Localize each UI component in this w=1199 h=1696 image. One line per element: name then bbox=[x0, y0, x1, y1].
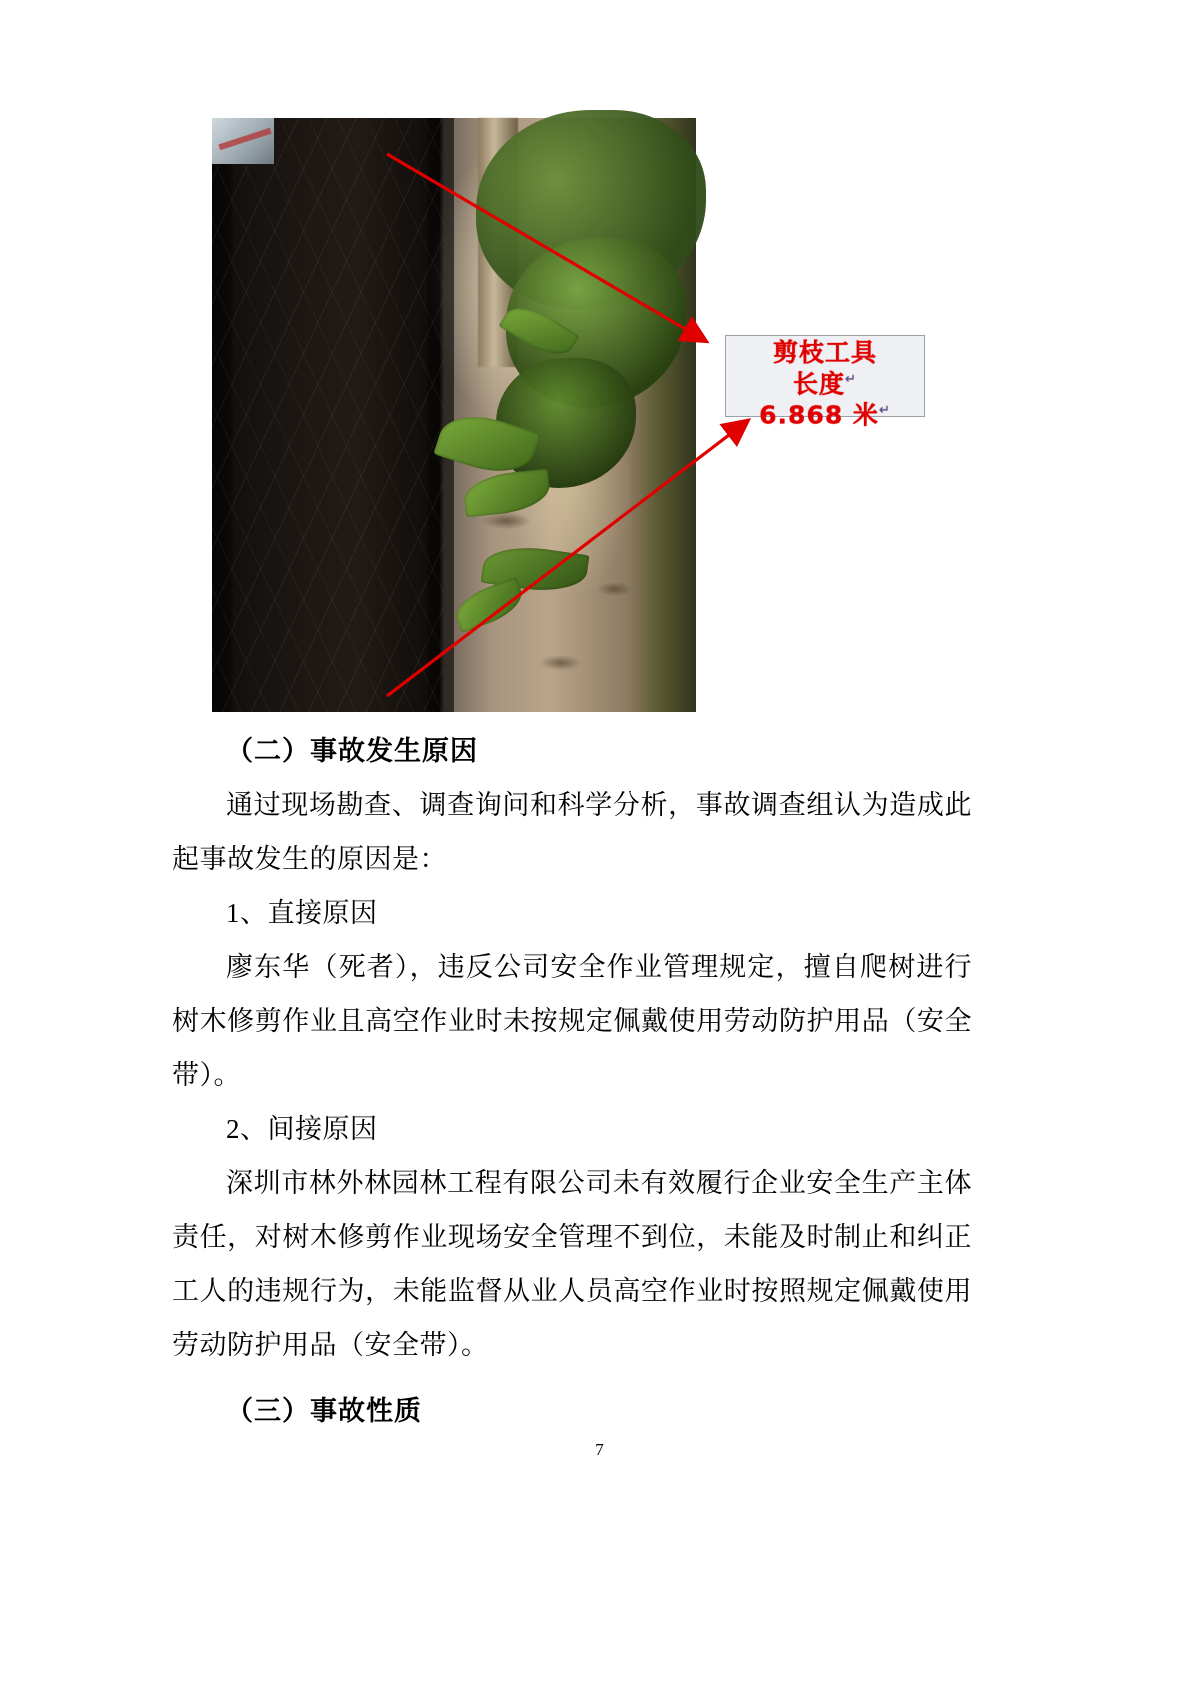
callout-line-2: 长度↵ bbox=[793, 369, 857, 399]
ground-debris bbox=[425, 439, 696, 712]
paragraph: 1、直接原因 bbox=[226, 898, 378, 928]
paragraph-mark: ↵ bbox=[878, 403, 891, 419]
page-number: 7 bbox=[595, 1440, 604, 1459]
section-heading-3: （三）事故性质 bbox=[226, 1396, 422, 1426]
paragraph: 廖东华（死者），违反公司安全作业管理规定，擅自爬树进行树木修剪作业且高空作业时未按规定佩戴使用劳动防护用品（安全带）。 bbox=[172, 952, 972, 1090]
callout-line-3: 6.868 米↵ bbox=[759, 400, 891, 430]
section-heading-2: （二）事故发生原因 bbox=[226, 736, 478, 766]
paragraph: 通过现场勘查、调查询问和科学分析，事故调查组认为造成此起事故发生的原因是： bbox=[172, 790, 972, 874]
paragraph: 2、间接原因 bbox=[226, 1114, 378, 1144]
tool-length-callout bbox=[725, 335, 925, 430]
photo-background bbox=[212, 118, 696, 712]
page-content bbox=[172, 118, 972, 1438]
paragraph: 深圳市林外林园林工程有限公司未有效履行企业安全生产主体责任，对树木修剪作业现场安全管理不到位，未能及时制止和纠正工人的违规行为，未能监督从业人员高空作业时按照规定佩戴使用劳动防护用品（安全带）。 bbox=[172, 1168, 972, 1360]
sky-patch bbox=[212, 118, 274, 164]
paragraph-mark: ↵ bbox=[845, 372, 857, 387]
brick-texture bbox=[212, 118, 444, 712]
accident-site-photo bbox=[212, 118, 891, 712]
callout-line-1: 剪枝工具 bbox=[772, 338, 877, 367]
